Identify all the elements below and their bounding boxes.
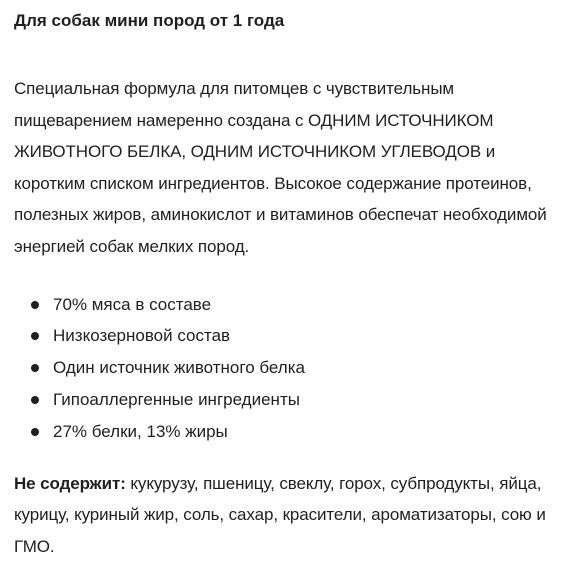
bullet-icon [31, 428, 39, 436]
feature-text: 70% мяса в составе [53, 294, 212, 314]
feature-item [31, 352, 558, 384]
feature-text: Один источник животного белка [53, 358, 305, 378]
bullet-icon [31, 364, 39, 372]
excludes-label: Не содержит: [14, 473, 126, 493]
feature-item [31, 289, 558, 321]
bullet-icon [31, 396, 39, 404]
description-paragraph: Специальная формула для питомцев с чувствительным пищеварением намеренно создана с ОДНИМ ИСТОЧНИКОМ ЖИВОТНОГО БЕЛКА, ОДНИМ ИСТОЧНИКОМ УГЛЕВОДОВ и коротким списком ингредиентов. Высокое содержание протеинов, полезных жиров, аминокислот и витаминов обеспечат необходимой энергией собак мелких пород. [14, 79, 547, 256]
feature-item [31, 416, 558, 448]
feature-text: Гипоаллергенные ингредиенты [53, 389, 300, 409]
feature-text: 27% белки, 13% жиры [53, 421, 228, 441]
feature-item [31, 384, 558, 416]
product-title: Для собак мини пород от 1 года [14, 11, 285, 30]
bullet-icon [31, 301, 39, 309]
bullet-icon [31, 332, 39, 340]
excludes-paragraph [14, 468, 558, 563]
feature-text: Низкозерновой состав [53, 326, 231, 346]
feature-item [31, 320, 558, 352]
features-list [14, 289, 558, 448]
excludes-text: кукурузу, пшеницу, свеклу, горох, субпродукты, яйца, курицу, куриный жир, соль, сахар, красители, ароматизаторы, сою и ГМО. [14, 473, 546, 556]
